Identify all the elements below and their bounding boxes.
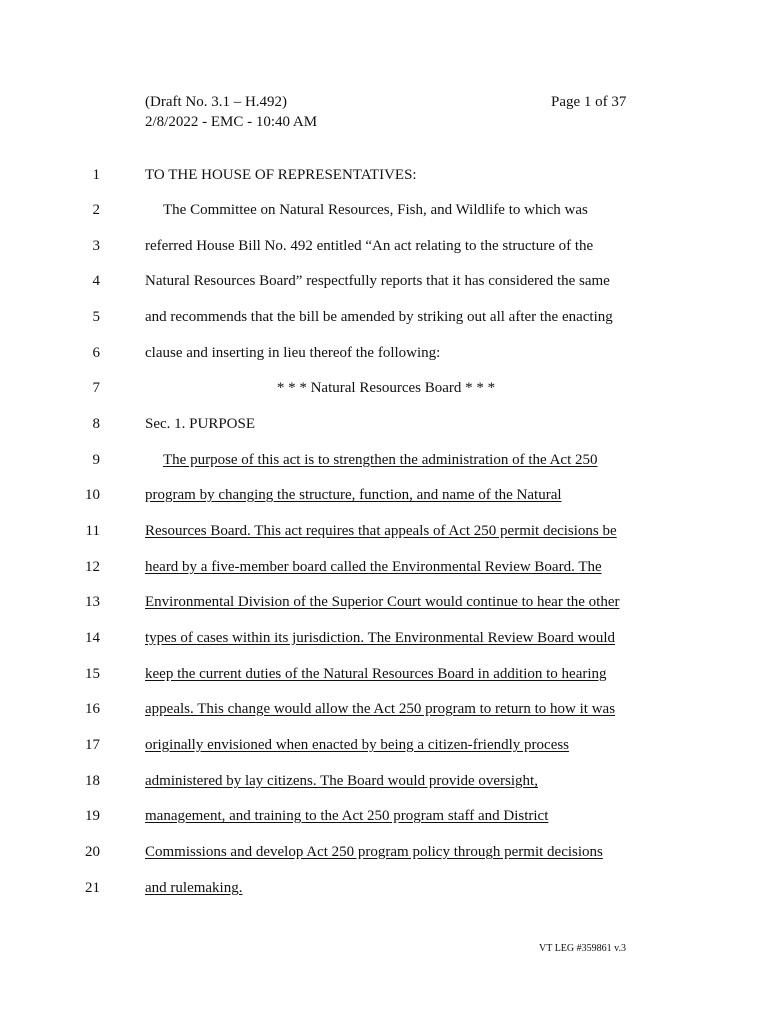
line-4 bbox=[0, 270, 770, 292]
line-9 bbox=[0, 449, 770, 471]
line-number: 19 bbox=[85, 808, 100, 824]
draft-number: (Draft No. 3.1 – H.492) bbox=[145, 94, 288, 110]
line-14 bbox=[0, 627, 770, 649]
line-8 bbox=[0, 413, 770, 435]
line-text: TO THE HOUSE OF REPRESENTATIVES: bbox=[145, 167, 417, 183]
line-text: keep the current duties of the Natural Resources Board in addition to hearing bbox=[145, 666, 607, 682]
line-number: 9 bbox=[92, 452, 100, 468]
line-text: and recommends that the bill be amended by striking out all after the enacting bbox=[145, 309, 613, 325]
line-number: 7 bbox=[92, 380, 100, 396]
line-text: types of cases within its jurisdiction. The Environmental Review Board would bbox=[145, 630, 616, 646]
line-10 bbox=[0, 484, 770, 506]
line-number: 18 bbox=[85, 773, 100, 789]
line-text: The Committee on Natural Resources, Fish, and Wildlife to which was bbox=[163, 202, 588, 218]
draft-date: 2/8/2022 - EMC - 10:40 AM bbox=[145, 114, 318, 130]
line-text: heard by a five-member board called the Environmental Review Board. The bbox=[145, 559, 602, 575]
line-16 bbox=[0, 698, 770, 720]
line-18 bbox=[0, 770, 770, 792]
legislative-id: VT LEG #359861 v.3 bbox=[539, 943, 626, 954]
line-21 bbox=[0, 877, 770, 899]
line-7 bbox=[0, 377, 770, 399]
line-text: appeals. This change would allow the Act 250 program to return to how it was bbox=[145, 701, 616, 717]
line-number: 5 bbox=[92, 309, 100, 325]
line-text: clause and inserting in lieu thereof the following: bbox=[145, 345, 441, 361]
line-number: 20 bbox=[85, 844, 100, 860]
header-left bbox=[145, 92, 317, 132]
line-text: and rulemaking. bbox=[145, 880, 243, 896]
line-17 bbox=[0, 734, 770, 756]
line-number: 15 bbox=[85, 666, 100, 682]
line-11 bbox=[0, 520, 770, 542]
line-text: Resources Board. This act requires that appeals of Act 250 permit decisions be bbox=[145, 523, 617, 539]
line-2 bbox=[0, 199, 770, 221]
line-20 bbox=[0, 841, 770, 863]
line-text: referred House Bill No. 492 entitled “An act relating to the structure of the bbox=[145, 238, 594, 254]
line-3 bbox=[0, 235, 770, 257]
line-text: management, and training to the Act 250 program staff and District bbox=[145, 808, 549, 824]
line-number: 14 bbox=[85, 630, 100, 646]
line-text: administered by lay citizens. The Board would provide oversight, bbox=[145, 773, 538, 789]
line-text: Commissions and develop Act 250 program policy through permit decisions bbox=[145, 844, 603, 860]
line-text: originally envisioned when enacted by being a citizen-friendly process bbox=[145, 737, 570, 753]
line-number: 3 bbox=[92, 238, 100, 254]
line-number: 17 bbox=[85, 737, 100, 753]
line-text: Natural Resources Board” respectfully reports that it has considered the same bbox=[145, 273, 610, 289]
line-number: 16 bbox=[85, 701, 100, 717]
line-text: The purpose of this act is to strengthen the administration of the Act 250 bbox=[163, 452, 598, 468]
section-title: Sec. 1. PURPOSE bbox=[145, 416, 256, 432]
line-text: Environmental Division of the Superior Court would continue to hear the other bbox=[145, 594, 620, 610]
line-number: 21 bbox=[85, 880, 100, 896]
section-heading: * * * Natural Resources Board * * * bbox=[276, 380, 496, 396]
line-13 bbox=[0, 591, 770, 613]
line-number: 10 bbox=[85, 487, 100, 503]
line-number: 12 bbox=[85, 559, 100, 575]
line-number: 2 bbox=[92, 202, 100, 218]
line-number: 11 bbox=[85, 523, 100, 539]
line-19 bbox=[0, 805, 770, 827]
line-number: 1 bbox=[92, 167, 100, 183]
line-number: 4 bbox=[92, 273, 100, 289]
line-number: 8 bbox=[92, 416, 100, 432]
line-15 bbox=[0, 663, 770, 685]
line-6 bbox=[0, 342, 770, 364]
line-number: 6 bbox=[92, 345, 100, 361]
page-number: Page 1 of 37 bbox=[551, 94, 627, 110]
line-5 bbox=[0, 306, 770, 328]
line-number: 13 bbox=[85, 594, 100, 610]
line-text: program by changing the structure, function, and name of the Natural bbox=[145, 487, 562, 503]
line-12 bbox=[0, 556, 770, 578]
line-1 bbox=[0, 164, 770, 186]
